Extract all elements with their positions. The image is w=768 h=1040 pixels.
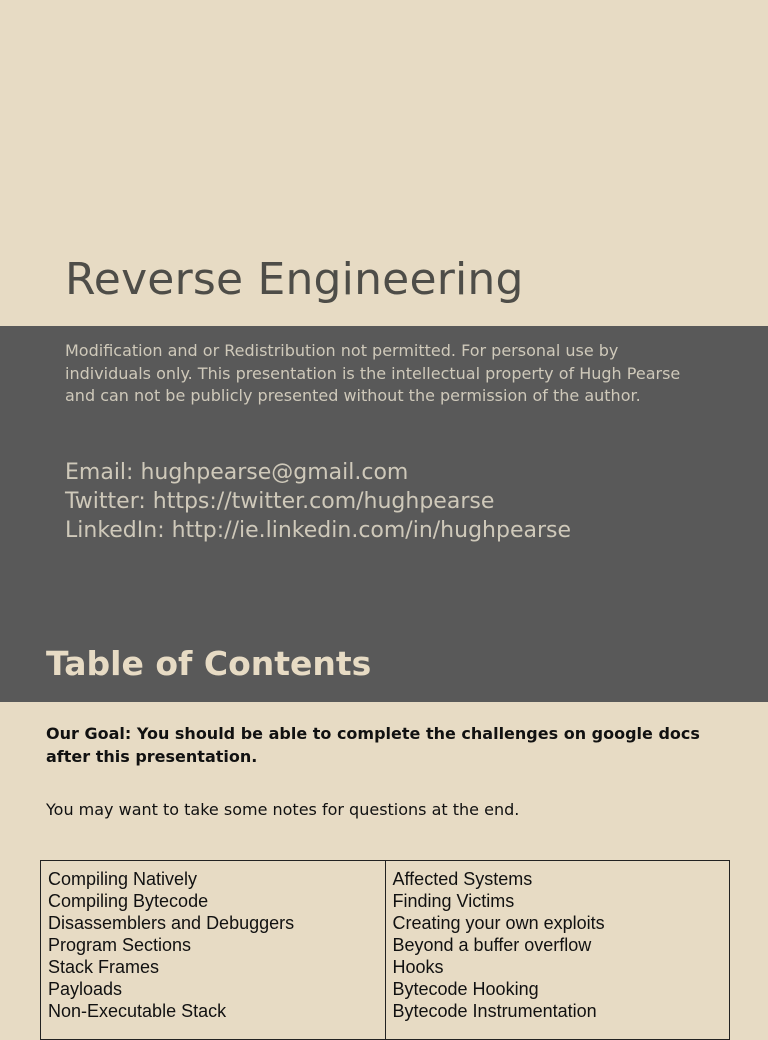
contact-email: Email: hughpearse@gmail.com — [65, 460, 409, 485]
contact-info — [65, 458, 571, 545]
toc-item: Hooks — [392, 957, 444, 977]
goal-statement: Our Goal: You should be able to complete the challenges on google docs after this presentation. — [46, 724, 700, 766]
toc-item: Stack Frames — [48, 957, 160, 977]
toc-column-right — [385, 861, 730, 1039]
notes-hint: You may want to take some notes for questions at the end. — [46, 800, 520, 819]
contact-twitter: Twitter: https://twitter.com/hughpearse — [65, 489, 495, 514]
contact-linkedin: LinkedIn: http://ie.linkedin.com/in/hughpearse — [65, 518, 571, 543]
toc-item: Bytecode Hooking — [392, 979, 539, 999]
toc-item: Bytecode Instrumentation — [392, 1001, 597, 1021]
toc-title: Table of Contents — [46, 644, 372, 683]
toc-table — [40, 860, 730, 1040]
toc-item: Beyond a buffer overflow — [392, 935, 592, 955]
toc-item: Finding Victims — [392, 891, 515, 911]
toc-item: Compiling Bytecode — [48, 891, 209, 911]
toc-item: Program Sections — [48, 935, 192, 955]
toc-column-left — [41, 861, 385, 1039]
slide-title: Reverse Engineering — [65, 254, 524, 305]
copyright-notice: Modification and or Redistribution not permitted. For personal use by individuals only. This presentation is the intellectual property of Hugh Pearse and can not be publicly presented without the permission of the author. — [65, 341, 681, 405]
toc-item: Creating your own exploits — [392, 913, 605, 933]
toc-item: Compiling Natively — [48, 869, 198, 889]
toc-item: Affected Systems — [392, 869, 533, 889]
toc-item: Payloads — [48, 979, 123, 999]
toc-item: Non-Executable Stack — [48, 1001, 227, 1021]
toc-item: Disassemblers and Debuggers — [48, 913, 295, 933]
